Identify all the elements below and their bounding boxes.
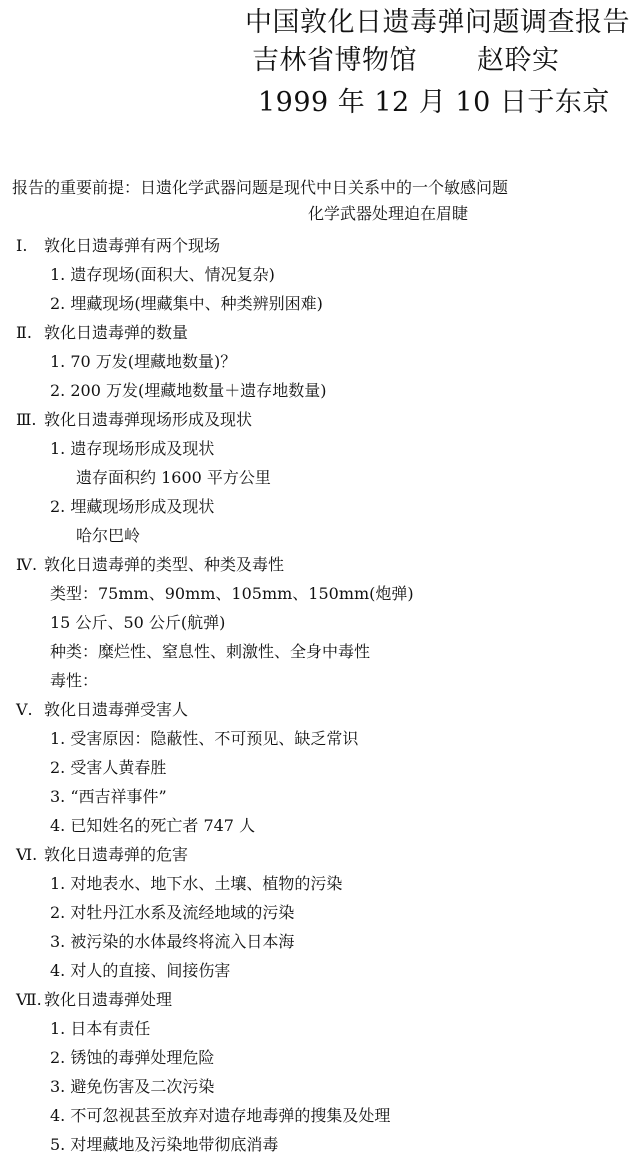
section-heading <box>16 408 252 432</box>
section-line: 1. 受害原因：隐蔽性、不可预见、缺乏常识 <box>50 729 359 748</box>
section-line: 哈尔巴岭 <box>76 526 141 545</box>
section-line: 3. 被污染的水体最终将流入日本海 <box>50 932 295 951</box>
section-line: 1. 遗存现场形成及现状 <box>50 439 215 458</box>
section-line: 1. 70 万发(埋藏地数量)？ <box>50 352 237 371</box>
report-date: 1999 年 12 月 10 日于东京 <box>258 87 610 118</box>
section-title: 敦化日遗毒弹受害人 <box>44 700 189 719</box>
report-title: 中国敦化日遗毒弹问题调查报告 <box>245 7 630 38</box>
premise-line-1: 报告的重要前提：日遗化学武器问题是现代中日关系中的一个敏感问题 <box>12 178 509 197</box>
section-title: 敦化日遗毒弹现场形成及现状 <box>44 410 253 429</box>
section-line: 1. 对地表水、地下水、土壤、植物的污染 <box>50 874 343 893</box>
section-number: Ⅶ. <box>16 990 42 1009</box>
section-line: 2. 200 万发(埋藏地数量＋遗存地数量) <box>50 381 327 400</box>
section-title: 敦化日遗毒弹处理 <box>44 990 173 1009</box>
institution-name: 吉林省博物馆 <box>252 45 417 76</box>
section-line: 1. 遗存现场(面积大、情况复杂) <box>50 265 275 284</box>
section-line: 毒性： <box>50 671 99 690</box>
section-number: Ⅲ. <box>16 410 37 429</box>
section-line: 4. 不可忽视甚至放弃对遗存地毒弹的搜集及处理 <box>50 1106 391 1125</box>
section-line: 2. 埋藏现场(埋藏集中、种类辨别困难) <box>50 294 323 313</box>
section-title: 敦化日遗毒弹的数量 <box>44 323 189 342</box>
section-heading <box>16 698 188 722</box>
section-heading <box>16 843 188 867</box>
section-number: Ⅳ. <box>16 555 38 574</box>
author-line <box>252 44 560 78</box>
section-line: 3. “西吉祥事件” <box>50 787 167 806</box>
section-line: 类型：75mm、90mm、105mm、150mm(炮弹) <box>50 584 414 603</box>
author-name: 赵聆实 <box>477 45 560 76</box>
section-heading <box>16 234 220 258</box>
section-number: Ⅱ. <box>16 323 32 342</box>
section-heading <box>16 321 188 345</box>
section-line: 15 公斤、50 公斤(航弹) <box>50 613 226 632</box>
section-title: 敦化日遗毒弹的类型、种类及毒性 <box>44 555 285 574</box>
section-line: 1. 日本有责任 <box>50 1019 151 1038</box>
section-line: 4. 已知姓名的死亡者 747 人 <box>50 816 256 835</box>
section-line: 5. 对埋藏地及污染地带彻底消毒 <box>50 1135 279 1154</box>
section-heading <box>16 553 284 577</box>
section-line: 2. 对牡丹江水系及流经地域的污染 <box>50 903 295 922</box>
section-title: 敦化日遗毒弹的危害 <box>44 845 189 864</box>
premise-line-2: 化学武器处理迫在眉睫 <box>308 204 469 223</box>
section-number: Ⅵ. <box>16 845 38 864</box>
section-line: 3. 避免伤害及二次污染 <box>50 1077 215 1096</box>
section-line: 遗存面积约 1600 平方公里 <box>76 468 271 487</box>
section-line: 2. 锈蚀的毒弹处理危险 <box>50 1048 215 1067</box>
section-line: 种类：糜烂性、窒息性、刺激性、全身中毒性 <box>50 642 371 661</box>
section-number: Ⅴ. <box>16 700 33 719</box>
section-number: Ⅰ. <box>16 236 28 255</box>
section-title: 敦化日遗毒弹有两个现场 <box>44 236 221 255</box>
section-line: 4. 对人的直接、间接伤害 <box>50 961 231 980</box>
section-line: 2. 埋藏现场形成及现状 <box>50 497 215 516</box>
section-line: 2. 受害人黄春胜 <box>50 758 167 777</box>
section-heading <box>16 988 172 1012</box>
